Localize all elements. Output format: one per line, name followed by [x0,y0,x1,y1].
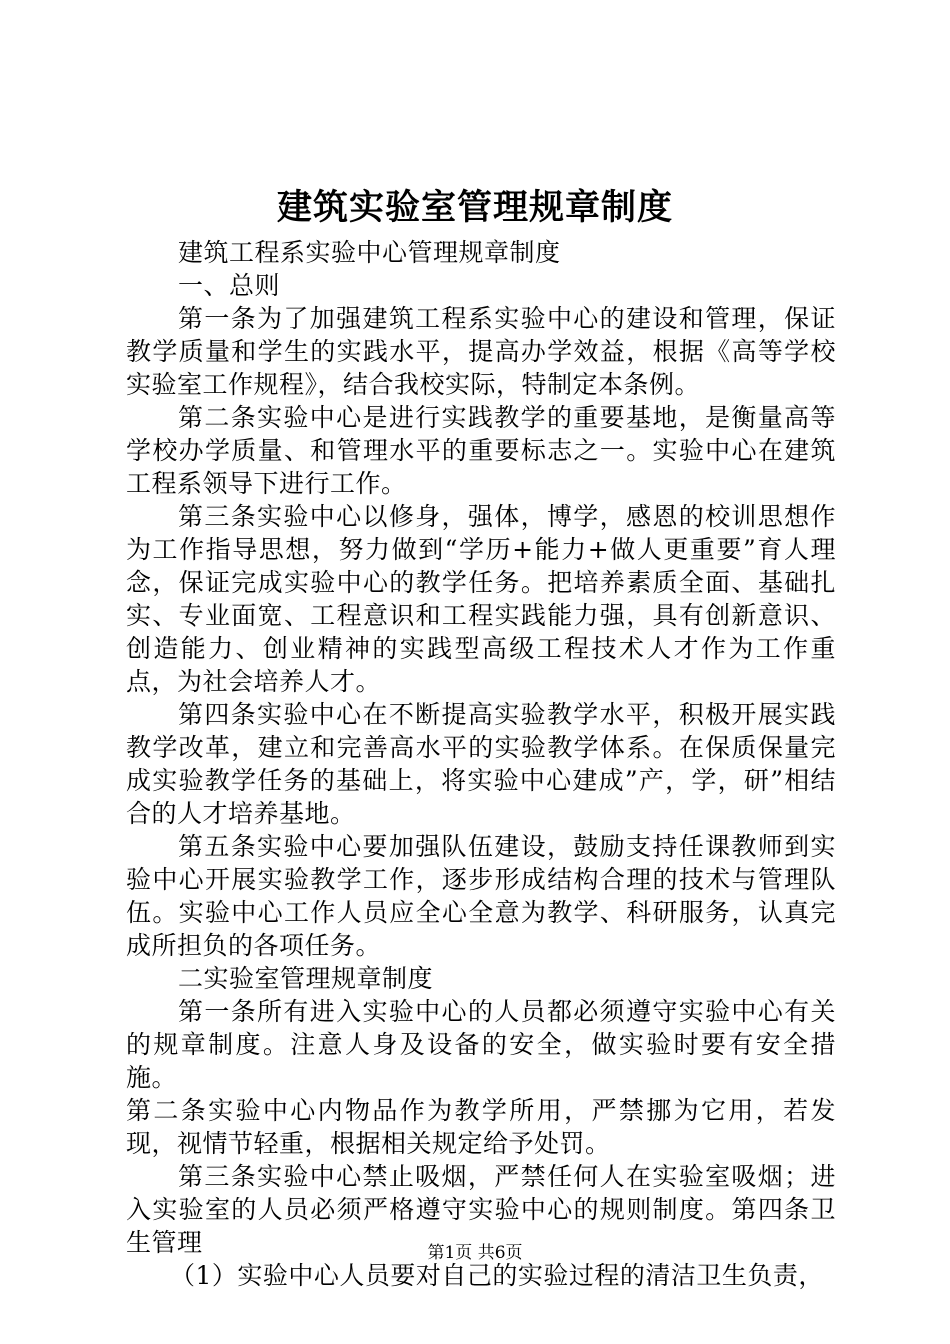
list-item-paragraph: （1）实验中心人员要对自己的实验过程的清洁卫生负责， [170,1261,824,1290]
article-paragraph: 第三条实验中心禁止吸烟，严禁任何人在实验室吸烟；进入实验室的人员必须严格遵守实验中心的规则制度。第四条卫生管理 [126,1162,836,1257]
article-paragraph: 第四条实验中心在不断提高实验教学水平，积极开展实践教学改革，建立和完善高水平的实验教学体系。在保质保量完成实验教学任务的基础上，将实验中心建成”产，学，研”相结合的人才培养基地。 [126,700,836,828]
document-body [126,236,836,1292]
section-heading: 建筑工程系实验中心管理规章制度 [178,238,561,267]
page-footer: 第1页 共6页 [427,1243,523,1263]
article-paragraph: 第一条所有进入实验中心的人员都必须遵守实验中心有关的规章制度。注意人身及设备的安全，做实验时要有安全措施。 [126,997,836,1092]
article-paragraph: 第五条实验中心要加强队伍建设，鼓励支持任课教师到实验中心开展实验教学工作，逐步形成结构合理的技术与管理队伍。实验中心工作人员应全心全意为教学、科研服务，认真完成所担负的各项任务。 [126,832,836,960]
article-paragraph: 第二条实验中心内物品作为教学所用，严禁挪为它用，若发现，视情节轻重，根据相关规定给予处罚。 [126,1096,836,1158]
document-title: 建筑实验室管理规章制度 [276,187,673,228]
chapter-heading: 一、总则 [178,271,281,300]
article-paragraph: 第三条实验中心以修身，强体，博学，感恩的校训思想作为工作指导思想，努力做到“学历+能力+做人更重要”育人理念，保证完成实验中心的教学任务。把培养素质全面、基础扎实、专业面宽、工程意识和工程实践能力强，具有创新意识、创造能力、创业精神的实践型高级工程技术人才作为工作重点，为社会培养人才。 [126,502,836,696]
article-paragraph: 第二条实验中心是进行实践教学的重要基地，是衡量高等学校办学质量、和管理水平的重要标志之一。实验中心在建筑工程系领导下进行工作。 [126,403,836,498]
article-paragraph: 第一条为了加强建筑工程系实验中心的建设和管理，保证教学质量和学生的实践水平，提高办学效益，根据《高等学校实验室工作规程》，结合我校实际，特制定本条例。 [126,304,836,399]
chapter-heading: 二实验室管理规章制度 [178,964,434,993]
